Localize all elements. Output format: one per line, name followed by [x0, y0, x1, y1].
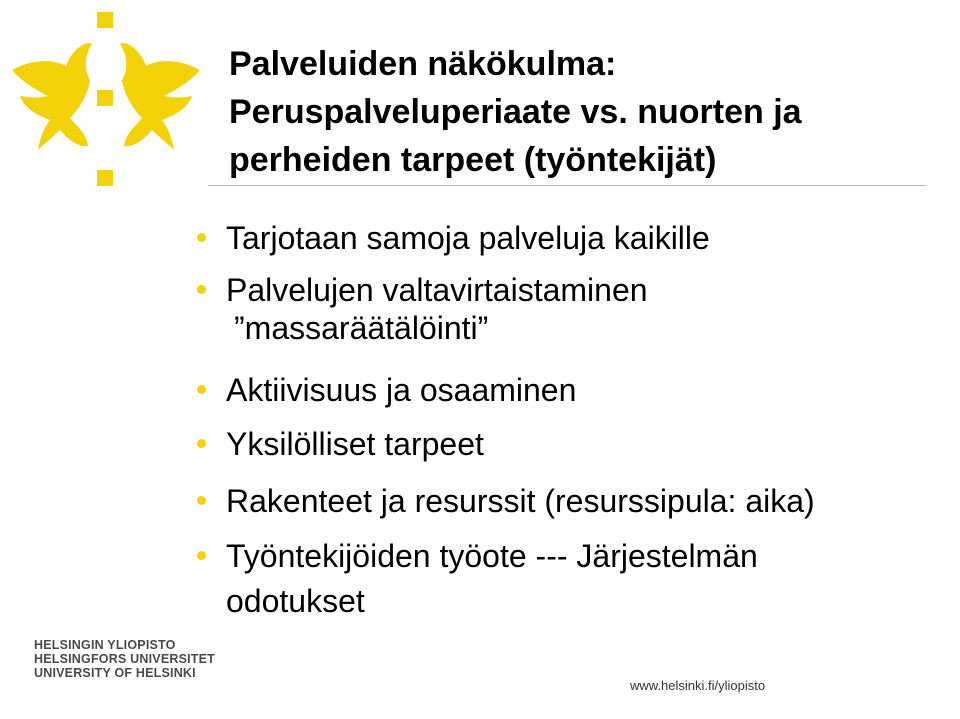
bullet-item — [226, 537, 758, 620]
university-name-fi: HELSINGIN YLIOPISTO — [34, 638, 176, 652]
bullet-dot-icon — [197, 385, 206, 394]
bullet-item — [226, 482, 815, 520]
bullet-text-continuation: ”massaräätälöinti” — [234, 310, 489, 346]
title-line-3: perheiden tarpeet (työntekijät) — [229, 141, 717, 179]
bullet-dot-icon — [197, 285, 206, 294]
bullet-text: Työntekijöiden työote --- Järjestelmän — [226, 538, 758, 574]
bullet-text: Aktiivisuus ja osaaminen — [226, 372, 577, 408]
bullet-text: Palvelujen valtavirtaistaminen — [226, 272, 648, 308]
bullet-text-continuation: odotukset — [226, 583, 365, 619]
title-line-1: Palveluiden näkökulma: — [229, 45, 617, 83]
university-wordmark — [34, 638, 215, 680]
bullet-text: Yksilölliset tarpeet — [226, 426, 484, 462]
title-line-2: Peruspalveluperiaate vs. nuorten ja — [229, 93, 802, 131]
bullet-dot-icon — [197, 439, 206, 448]
bullet-text: Tarjotaan samoja palveluja kaikille — [226, 220, 710, 256]
bullet-item — [226, 425, 484, 463]
footer-url: www.helsinki.fi/yliopisto — [630, 678, 766, 693]
bullet-item — [226, 271, 648, 347]
university-name-en: UNIVERSITY OF HELSINKI — [34, 666, 196, 680]
bullet-item — [226, 371, 576, 409]
bullet-item — [226, 219, 710, 257]
bullet-dot-icon — [197, 233, 206, 242]
bullet-dot-icon — [197, 551, 206, 560]
bullet-text: Rakenteet ja resurssit (resurssipula: aika) — [226, 483, 815, 519]
university-name-sv: HELSINGFORS UNIVERSITET — [34, 652, 216, 666]
bullet-dot-icon — [197, 496, 206, 505]
